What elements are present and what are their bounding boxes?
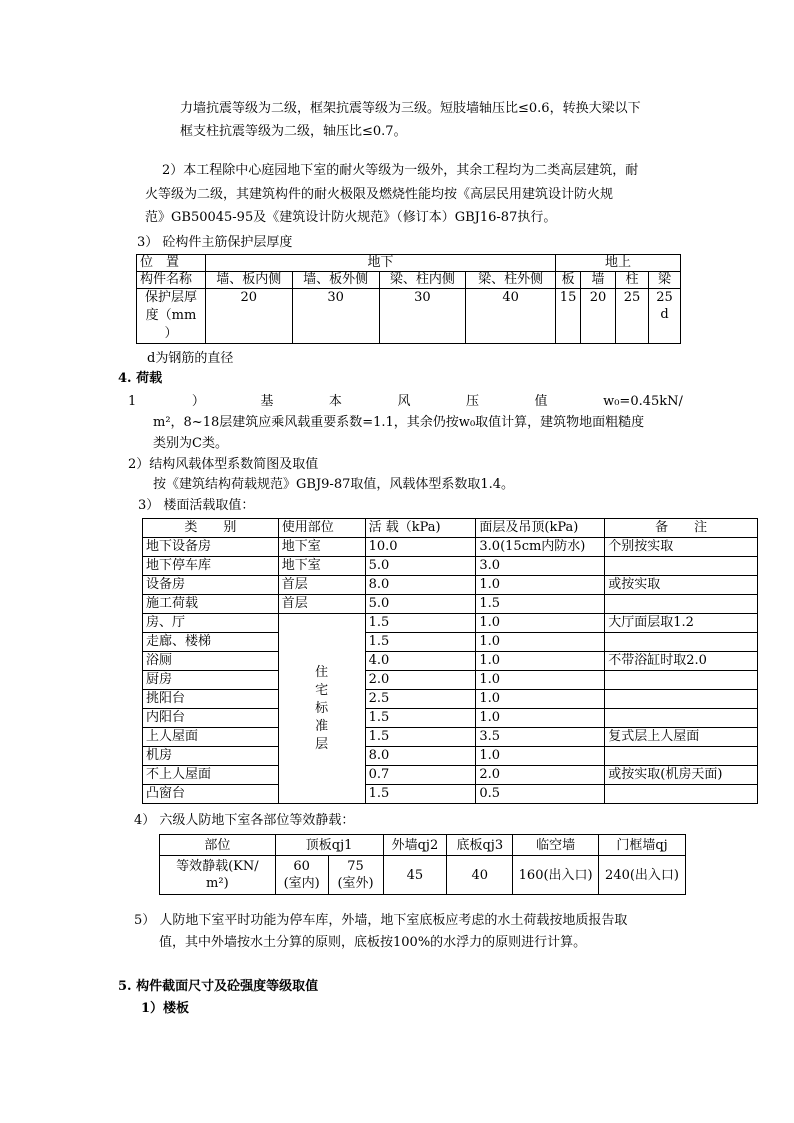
live-value: 1.5 xyxy=(365,728,476,747)
live-value: 10.0 xyxy=(365,538,476,557)
civil-h-outer: 外墙qj2 xyxy=(383,835,447,856)
table-row xyxy=(143,766,758,785)
live-cat: 走廊、楼梯 xyxy=(143,633,279,652)
live-header: 面层及吊顶(kPa) xyxy=(476,519,605,538)
live-note xyxy=(605,595,758,614)
live-cat: 地下停车库 xyxy=(143,557,279,576)
live-note: 不带浴缸时取2.0 xyxy=(605,652,758,671)
live-cat: 浴厕 xyxy=(143,652,279,671)
live-value: 2.5 xyxy=(365,690,476,709)
cover-member: 梁、柱外侧 xyxy=(466,272,556,289)
section5-sub: 1）楼板 xyxy=(141,1001,190,1016)
para-fire-line2: 火等级为二级，其建筑构件的耐火极限及燃烧性能均按《高层民用建筑设计防火规 xyxy=(145,187,614,202)
shape-heading: 2）结构风载体型系数简图及取值 xyxy=(128,457,319,472)
table-row xyxy=(143,614,758,633)
cover-member: 梁 xyxy=(648,272,680,289)
wind-line2: m²，8~18层建筑应乘风载重要系数=1.1，其余仍按w₀取值计算，建筑物地面粗糙度 xyxy=(153,415,645,430)
table-row xyxy=(143,652,758,671)
civil-door: 240(出入口) xyxy=(599,856,686,895)
cover-member: 墙、板外侧 xyxy=(292,272,379,289)
live-finish: 3.0(15cm内防水) xyxy=(476,538,605,557)
live-cat: 机房 xyxy=(143,747,279,766)
live-finish: 1.0 xyxy=(476,671,605,690)
cover-table xyxy=(136,254,681,344)
cover-position-label: 位 置 xyxy=(137,255,206,272)
live-value: 2.0 xyxy=(365,671,476,690)
table-row xyxy=(143,576,758,595)
live-value: 8.0 xyxy=(365,747,476,766)
cover-value-last: 25 d xyxy=(648,289,680,344)
wind-line1: 1 ） 基 本 风 压 值 w₀=0.45kN/ xyxy=(128,394,683,409)
live-load-table xyxy=(142,518,758,804)
civil-outer: 45 xyxy=(383,856,447,895)
cover-member: 梁、柱内侧 xyxy=(379,272,466,289)
civil-h-adj: 临空墙 xyxy=(513,835,599,856)
civil-row-label: 等效静载(KN/ m²) xyxy=(160,856,276,895)
table-row xyxy=(143,538,758,557)
live-cat: 内阳台 xyxy=(143,709,279,728)
live-value: 1.5 xyxy=(365,709,476,728)
live-finish: 1.0 xyxy=(476,614,605,633)
live-finish: 1.0 xyxy=(476,633,605,652)
table-row xyxy=(143,595,758,614)
shape-text: 按《建筑结构荷载规范》GBJ9-87取值，风载体型系数取1.4。 xyxy=(153,477,515,492)
live-loc: 首层 xyxy=(278,595,365,614)
cover-value: 40 xyxy=(466,289,556,344)
live-heading: 3） 楼面活载取值： xyxy=(138,498,255,513)
para-top-line2: 框支柱抗震等级为二级，轴压比≤0.7。 xyxy=(180,124,407,139)
civil-heading: 4） 六级人防地下室各部位等效静载： xyxy=(134,813,355,828)
live-header: 活 载（kPa) xyxy=(365,519,476,538)
live-value: 5.0 xyxy=(365,557,476,576)
live-finish: 1.0 xyxy=(476,690,605,709)
para5-line1: 5） 人防地下室平时功能为停车库，外墙，地下室底板应考虑的水土荷载按地质报告取 xyxy=(134,913,628,928)
cover-thickness-label: 保护层厚 度（mm ） xyxy=(137,289,206,344)
live-note xyxy=(605,633,758,652)
live-note: 个别按实取 xyxy=(605,538,758,557)
live-loc: 首层 xyxy=(278,576,365,595)
cover-note: d为钢筋的直径 xyxy=(147,351,234,366)
live-loc: 地下室 xyxy=(278,557,365,576)
civil-h-bottom: 底板qj3 xyxy=(447,835,513,856)
live-value: 4.0 xyxy=(365,652,476,671)
table-row xyxy=(143,671,758,690)
cover-aboveground: 地上 xyxy=(556,255,681,272)
table-row xyxy=(143,690,758,709)
cover-value: 20 xyxy=(581,289,616,344)
para-top-line1: 力墙抗震等级为二级，框架抗震等级为三级。短肢墙轴压比≤0.6，转换大梁以下 xyxy=(180,101,641,116)
cover-member: 柱 xyxy=(616,272,649,289)
cover-value: 30 xyxy=(379,289,466,344)
live-note: 或按实取(机房天面) xyxy=(605,766,758,785)
live-loc-merged: 住 宅 标 准 层 xyxy=(278,614,365,804)
cover-value: 20 xyxy=(205,289,292,344)
live-note xyxy=(605,671,758,690)
live-cat: 挑阳台 xyxy=(143,690,279,709)
live-loc: 地下室 xyxy=(278,538,365,557)
table-row xyxy=(143,785,758,804)
cover-value: 25 xyxy=(616,289,649,344)
table-row xyxy=(143,633,758,652)
live-header: 使用部位 xyxy=(278,519,365,538)
cover-member: 板 xyxy=(556,272,581,289)
table-row xyxy=(143,557,758,576)
live-value: 8.0 xyxy=(365,576,476,595)
table-row xyxy=(143,747,758,766)
live-note xyxy=(605,747,758,766)
live-value: 1.5 xyxy=(365,785,476,804)
civil-h-part: 部位 xyxy=(160,835,276,856)
live-finish: 3.0 xyxy=(476,557,605,576)
live-header: 备 注 xyxy=(605,519,758,538)
live-finish: 1.0 xyxy=(476,709,605,728)
cover-member: 墙 xyxy=(581,272,616,289)
civil-h-door: 门框墙qj xyxy=(599,835,686,856)
section5-title: 5. 构件截面尺寸及砼强度等级取值 xyxy=(118,979,319,994)
civil-adj: 160(出入口) xyxy=(513,856,599,895)
civil-bottom: 40 xyxy=(447,856,513,895)
section4-title: 4. 荷载 xyxy=(118,371,163,386)
wind-line3: 类别为C类。 xyxy=(153,436,228,451)
live-note: 复式层上人屋面 xyxy=(605,728,758,747)
live-cat: 施工荷载 xyxy=(143,595,279,614)
live-finish: 0.5 xyxy=(476,785,605,804)
live-finish: 3.5 xyxy=(476,728,605,747)
live-note: 大厅面层取1.2 xyxy=(605,614,758,633)
cover-member: 墙、板内侧 xyxy=(205,272,292,289)
live-finish: 1.0 xyxy=(476,652,605,671)
live-value: 5.0 xyxy=(365,595,476,614)
live-note xyxy=(605,785,758,804)
cover-underground: 地下 xyxy=(205,255,555,272)
live-note: 或按实取 xyxy=(605,576,758,595)
live-cat: 房、厅 xyxy=(143,614,279,633)
civil-roof-in: 60 (室内) xyxy=(275,856,328,895)
live-finish: 1.5 xyxy=(476,595,605,614)
civil-roof-out: 75 (室外) xyxy=(328,856,383,895)
live-finish: 1.0 xyxy=(476,576,605,595)
cover-member-label: 构件名称 xyxy=(137,272,206,289)
live-cat: 不上人屋面 xyxy=(143,766,279,785)
table-row xyxy=(143,728,758,747)
live-value: 0.7 xyxy=(365,766,476,785)
para-fire-line1: 2）本工程除中心庭园地下室的耐火等级为一级外，其余工程均为二类高层建筑，耐 xyxy=(162,163,639,178)
cover-heading: 3） 砼构件主筋保护层厚度 xyxy=(137,235,293,250)
live-finish: 1.0 xyxy=(476,747,605,766)
live-value: 1.5 xyxy=(365,633,476,652)
live-cat: 设备房 xyxy=(143,576,279,595)
table-row xyxy=(143,709,758,728)
live-finish: 2.0 xyxy=(476,766,605,785)
live-header: 类 别 xyxy=(143,519,279,538)
para5-line2: 值，其中外墙按水土分算的原则，底板按100%的水浮力的原则进行计算。 xyxy=(159,935,587,950)
live-cat: 凸窗台 xyxy=(143,785,279,804)
cover-value: 15 xyxy=(556,289,581,344)
civil-table xyxy=(159,834,686,895)
live-cat: 地下设备房 xyxy=(143,538,279,557)
cover-value: 30 xyxy=(292,289,379,344)
live-note xyxy=(605,557,758,576)
live-cat: 厨房 xyxy=(143,671,279,690)
live-note xyxy=(605,709,758,728)
live-cat: 上人屋面 xyxy=(143,728,279,747)
live-value: 1.5 xyxy=(365,614,476,633)
civil-h-roof: 顶板qj1 xyxy=(275,835,383,856)
live-note xyxy=(605,690,758,709)
para-fire-line3: 范》GB50045-95及《建筑设计防火规范》（修订本）GBJ16-87执行。 xyxy=(145,210,557,225)
